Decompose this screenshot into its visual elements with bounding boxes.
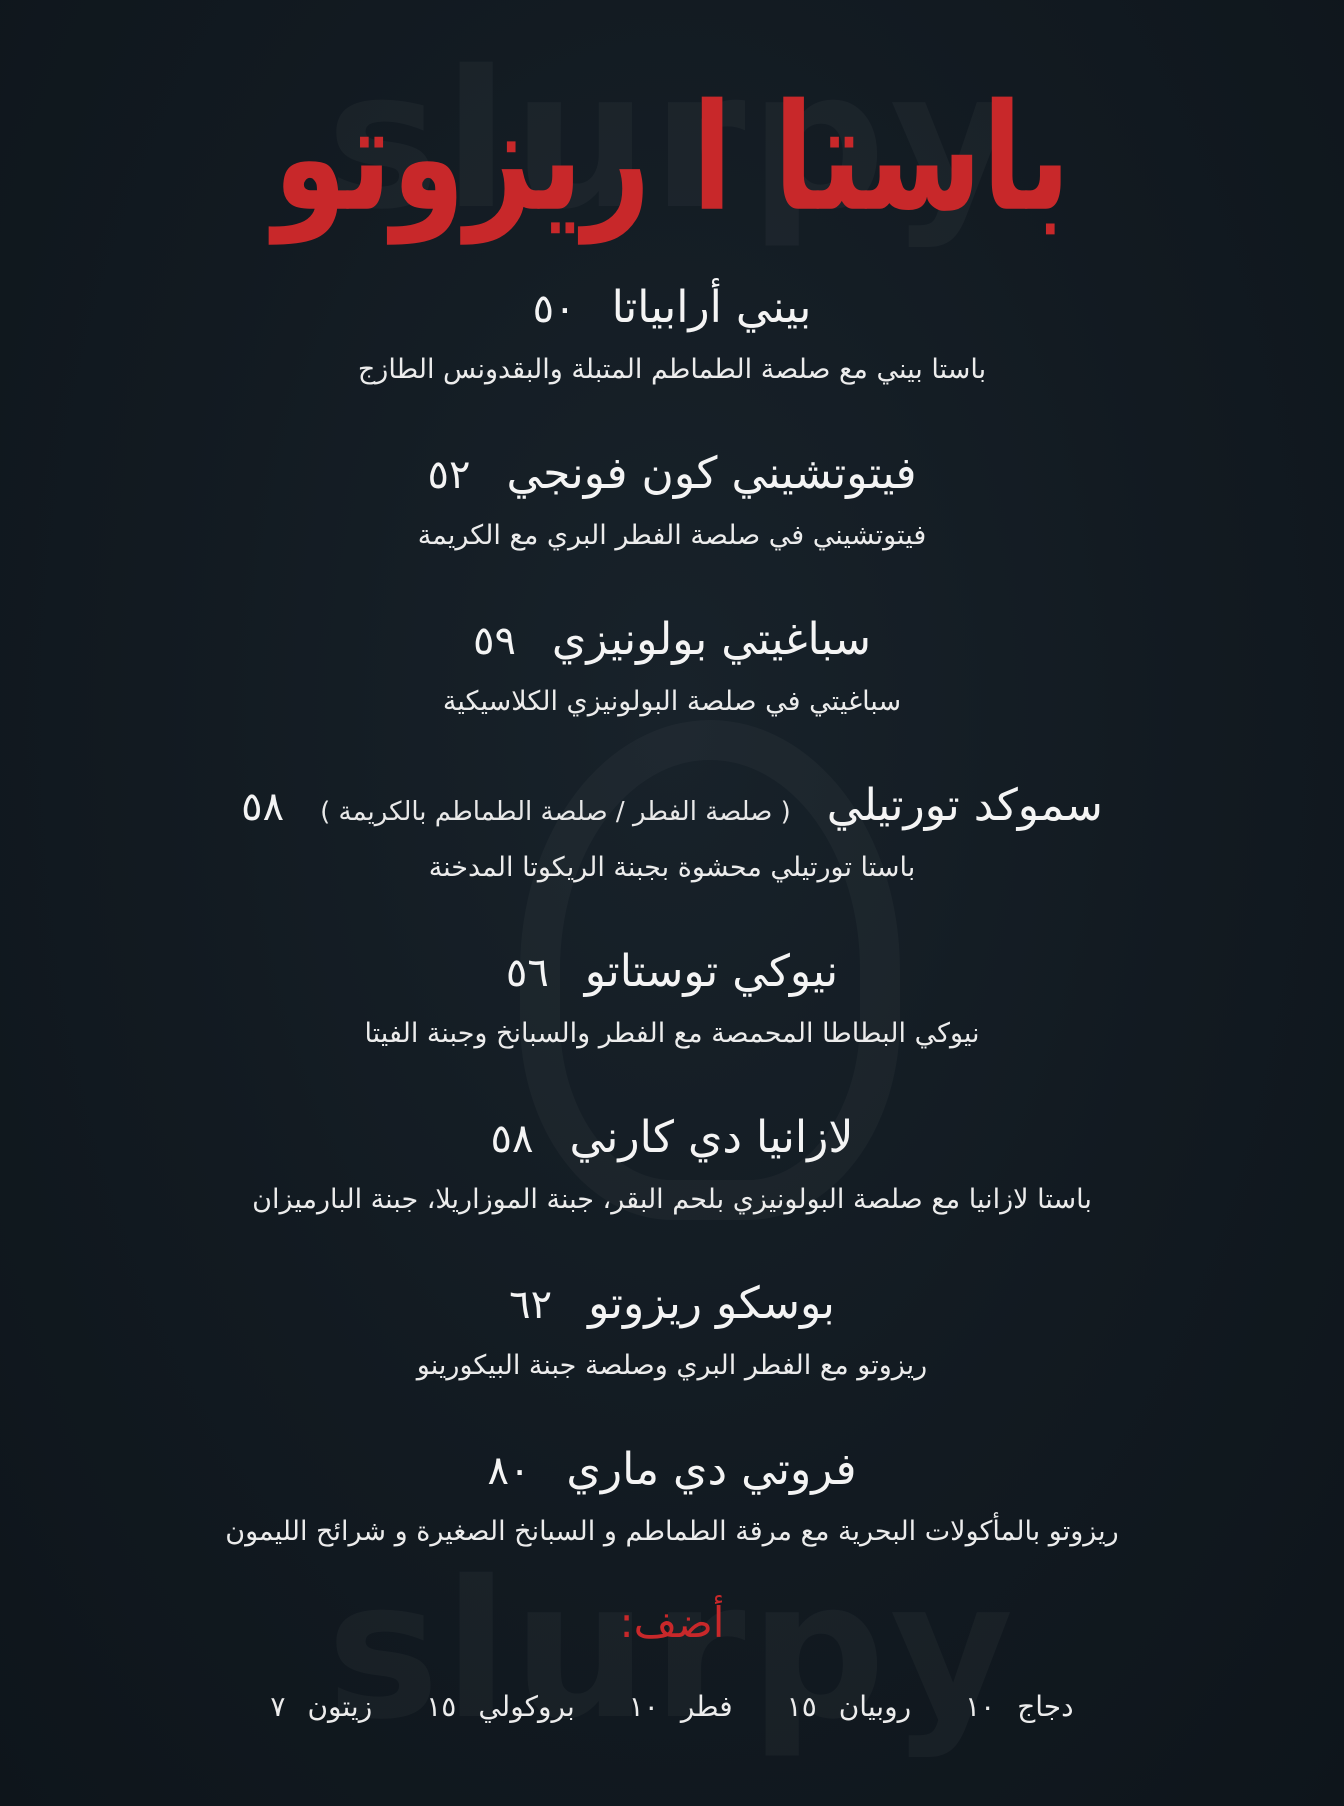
- menu-item-price: ٥٨: [490, 1116, 534, 1162]
- addon-name: بروكولي: [478, 1690, 575, 1723]
- menu-item: [0, 1112, 1344, 1278]
- menu-list: [0, 282, 1344, 1610]
- addon-price: ٧: [270, 1690, 286, 1723]
- menu-item-name: فيتوتشيني كون فونجي: [506, 448, 917, 499]
- menu-item-price: ٨٠: [487, 1448, 531, 1494]
- menu-item: [0, 780, 1344, 946]
- addon-name: زيتون: [307, 1690, 373, 1723]
- addon-name: روبيان: [838, 1690, 912, 1723]
- addon-item: [270, 1690, 372, 1723]
- menu-item-description: باستا تورتيلي محشوة بجبنة الريكوتا المدخنة: [428, 852, 916, 883]
- addon-price: ١٠: [628, 1690, 659, 1723]
- menu-item-header: [0, 946, 1344, 1008]
- menu-item: [0, 282, 1344, 448]
- menu-item-price: ٥٩: [472, 618, 516, 664]
- addon-item: [965, 1690, 1073, 1723]
- menu-item-price: ٦٢: [509, 1282, 553, 1328]
- menu-item-sauce-note: ( صلصة الفطر / صلصة الطماطم بالكريمة ): [320, 797, 791, 827]
- addons-list: [0, 1690, 1344, 1723]
- menu-item-name: بوسكو ريزوتو: [588, 1278, 835, 1329]
- menu-item-description: باستا بيني مع صلصة الطماطم المتبلة والبقدونس الطازج: [357, 354, 987, 385]
- menu-item-description: فيتوتشيني في صلصة الفطر البري مع الكريمة: [417, 520, 927, 551]
- addons-title: أضف:: [619, 1598, 725, 1647]
- menu-item: [0, 946, 1344, 1112]
- menu-item-name: فروتي دي ماري: [566, 1444, 857, 1495]
- addon-price: ١٥: [426, 1690, 457, 1723]
- menu-item-description: باستا لازانيا مع صلصة البولونيزي بلحم البقر، جبنة الموزاريلا، جبنة البارميزان: [252, 1184, 1092, 1215]
- addon-name: فطر: [680, 1690, 733, 1723]
- menu-item-header: [0, 1278, 1344, 1340]
- menu-item-price: ٥٠: [532, 286, 576, 332]
- menu-item-price: ٥٦: [505, 950, 549, 996]
- addon-price: ١٥: [786, 1690, 817, 1723]
- menu-item-name: بيني أرابياتا: [611, 282, 812, 333]
- menu-item: [0, 1444, 1344, 1610]
- menu-item-price: ٥٨: [241, 784, 285, 830]
- menu-item-name: لازانيا دي كارني: [569, 1112, 854, 1163]
- menu-item-name: سموكد تورتيلي: [826, 780, 1103, 831]
- menu-item-header: [0, 448, 1344, 510]
- addon-price: ١٠: [965, 1690, 996, 1723]
- menu-item-description: ريزوتو مع الفطر البري وصلصة جبنة البيكورينو: [416, 1350, 928, 1381]
- menu-item-name: سباغيتي بولونيزي: [551, 614, 872, 665]
- addon-item: [787, 1690, 911, 1723]
- menu-item-price: ٥٢: [427, 452, 471, 498]
- menu-item-description: نيوكي البطاطا المحمصة مع الفطر والسبانخ وجبنة الفيتا: [364, 1018, 980, 1049]
- menu-title: باستا ا ريزوتو: [273, 71, 1071, 244]
- menu-item-header: [0, 614, 1344, 676]
- addon-item: [629, 1690, 733, 1723]
- addon-item: [426, 1690, 575, 1723]
- menu-item: [0, 614, 1344, 780]
- menu-item-description: سباغيتي في صلصة البولونيزي الكلاسيكية: [442, 686, 902, 717]
- menu-item-header: [0, 1444, 1344, 1506]
- addon-name: دجاج: [1017, 1690, 1074, 1723]
- menu-item-header: [0, 1112, 1344, 1174]
- menu-item-description: ريزوتو بالمأكولات البحرية مع مرقة الطماطم و السبانخ الصغيرة و شرائح الليمون: [225, 1516, 1119, 1547]
- menu-item: [0, 1278, 1344, 1444]
- menu-item: [0, 448, 1344, 614]
- menu-item-header: [0, 282, 1344, 344]
- menu-item-name: نيوكي توستاتو: [584, 946, 839, 997]
- menu-item-header: [0, 780, 1344, 842]
